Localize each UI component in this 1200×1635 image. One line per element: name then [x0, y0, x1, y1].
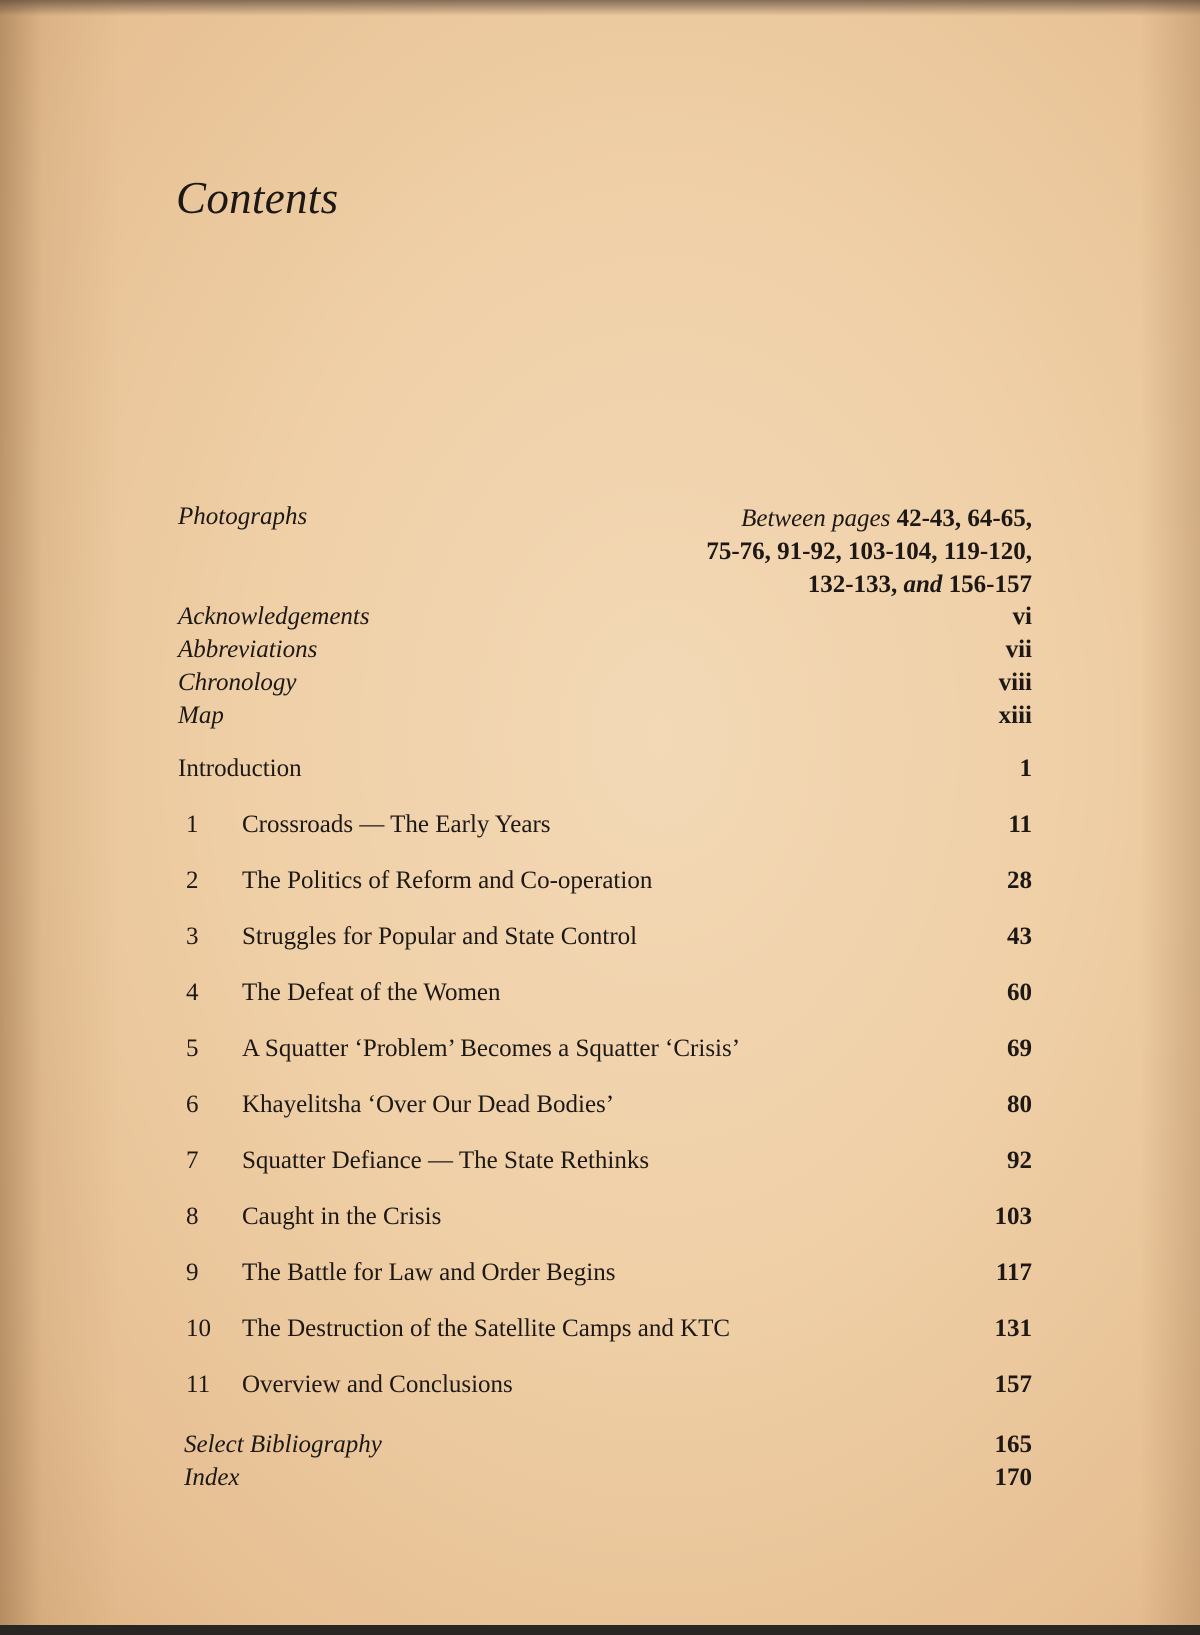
toc-entry-label: Abbreviations	[178, 636, 318, 663]
toc-entry-label: Acknowledgements	[178, 603, 370, 630]
chapter-title: The Politics of Reform and Co-operation	[242, 867, 653, 894]
chapter-title: The Defeat of the Women	[242, 979, 501, 1006]
toc-entry-chronology	[178, 666, 1032, 699]
toc-entry-introduction	[178, 754, 1032, 784]
toc-entry-label: Chronology	[178, 669, 297, 696]
chapter-number: 6	[186, 1091, 199, 1118]
page-ranges-line-3b: 156-157	[948, 571, 1032, 598]
toc-entry-page: 165	[994, 1431, 1032, 1458]
and-connector: and	[903, 571, 943, 598]
toc-entry-index	[178, 1461, 1032, 1494]
chapter-title: The Battle for Law and Order Begins	[242, 1259, 616, 1286]
toc-chapter-2	[178, 866, 1032, 896]
spine-shadow	[0, 0, 120, 1635]
toc-chapter-4	[178, 978, 1032, 1008]
toc-entry-page: viii	[998, 669, 1032, 696]
chapter-page: 28	[1007, 867, 1032, 894]
chapter-title: Overview and Conclusions	[242, 1371, 513, 1398]
toc-entry-label: Map	[178, 702, 224, 729]
toc-entry-page: vii	[1005, 636, 1032, 663]
toc-entry-page: 1	[1019, 755, 1032, 782]
toc-entry-acknowledgements	[178, 600, 1032, 633]
chapter-number: 7	[186, 1147, 199, 1174]
toc-entry-photographs	[178, 502, 1032, 598]
page-ranges-line-3a: 132-133,	[807, 571, 898, 598]
toc-chapter-5	[178, 1034, 1032, 1064]
chapter-title: Crossroads — The Early Years	[242, 811, 551, 838]
toc-entry-bibliography	[178, 1428, 1032, 1461]
chapter-title: A Squatter ‘Problem’ Becomes a Squatter ‘Crisis’	[242, 1035, 741, 1062]
chapter-number: 2	[186, 867, 199, 894]
toc-entry-label: Photographs	[178, 503, 308, 530]
toc-chapter-8	[178, 1202, 1032, 1232]
toc-entry-label: Introduction	[178, 755, 302, 782]
bottom-edge	[0, 1625, 1200, 1635]
toc-entry-label: Index	[184, 1464, 240, 1491]
toc-entry-page: 170	[994, 1464, 1032, 1491]
chapter-page: 69	[1007, 1035, 1032, 1062]
chapter-title: The Destruction of the Satellite Camps and KTC	[242, 1315, 731, 1342]
photograph-page-ranges	[706, 502, 1032, 601]
chapter-number: 5	[186, 1035, 199, 1062]
toc-entry-page: vi	[1012, 603, 1032, 630]
toc-entry-abbreviations	[178, 633, 1032, 666]
chapter-number: 11	[186, 1371, 211, 1398]
chapter-page: 103	[994, 1203, 1032, 1230]
chapter-title: Khayelitsha ‘Over Our Dead Bodies’	[242, 1091, 615, 1118]
toc-chapter-10	[178, 1314, 1032, 1344]
table-of-contents	[178, 502, 1032, 1494]
toc-chapter-11	[178, 1370, 1032, 1400]
toc-entry-label: Select Bibliography	[184, 1431, 382, 1458]
chapter-number: 9	[186, 1259, 199, 1286]
top-edge-shade	[0, 0, 1200, 16]
toc-chapter-3	[178, 922, 1032, 952]
chapter-page: 80	[1007, 1091, 1032, 1118]
chapter-page: 117	[995, 1259, 1032, 1286]
page-ranges-line-2: 75-76, 91-92, 103-104, 119-120,	[706, 538, 1032, 565]
page-ranges-line-1: 42-43, 64-65,	[896, 505, 1032, 532]
between-pages-prefix: Between pages	[741, 505, 891, 532]
chapter-number: 10	[186, 1315, 211, 1342]
chapter-number: 4	[186, 979, 199, 1006]
chapter-number: 8	[186, 1203, 199, 1230]
page-title: Contents	[176, 173, 339, 223]
toc-chapter-7	[178, 1146, 1032, 1176]
chapter-page: 131	[994, 1315, 1032, 1342]
chapter-title: Struggles for Popular and State Control	[242, 923, 638, 950]
page-edge-shade	[1140, 0, 1200, 1635]
toc-entry-map	[178, 699, 1032, 732]
toc-chapter-1	[178, 810, 1032, 840]
chapter-number: 1	[186, 811, 199, 838]
chapter-title: Squatter Defiance — The State Rethinks	[242, 1147, 650, 1174]
chapter-page: 43	[1007, 923, 1032, 950]
toc-chapter-9	[178, 1258, 1032, 1288]
chapter-page: 11	[1008, 811, 1032, 838]
chapter-number: 3	[186, 923, 199, 950]
toc-entry-page: xiii	[998, 702, 1032, 729]
chapter-page: 92	[1007, 1147, 1032, 1174]
chapter-title: Caught in the Crisis	[242, 1203, 442, 1230]
toc-chapter-6	[178, 1090, 1032, 1120]
chapter-page: 60	[1007, 979, 1032, 1006]
chapter-page: 157	[994, 1371, 1032, 1398]
